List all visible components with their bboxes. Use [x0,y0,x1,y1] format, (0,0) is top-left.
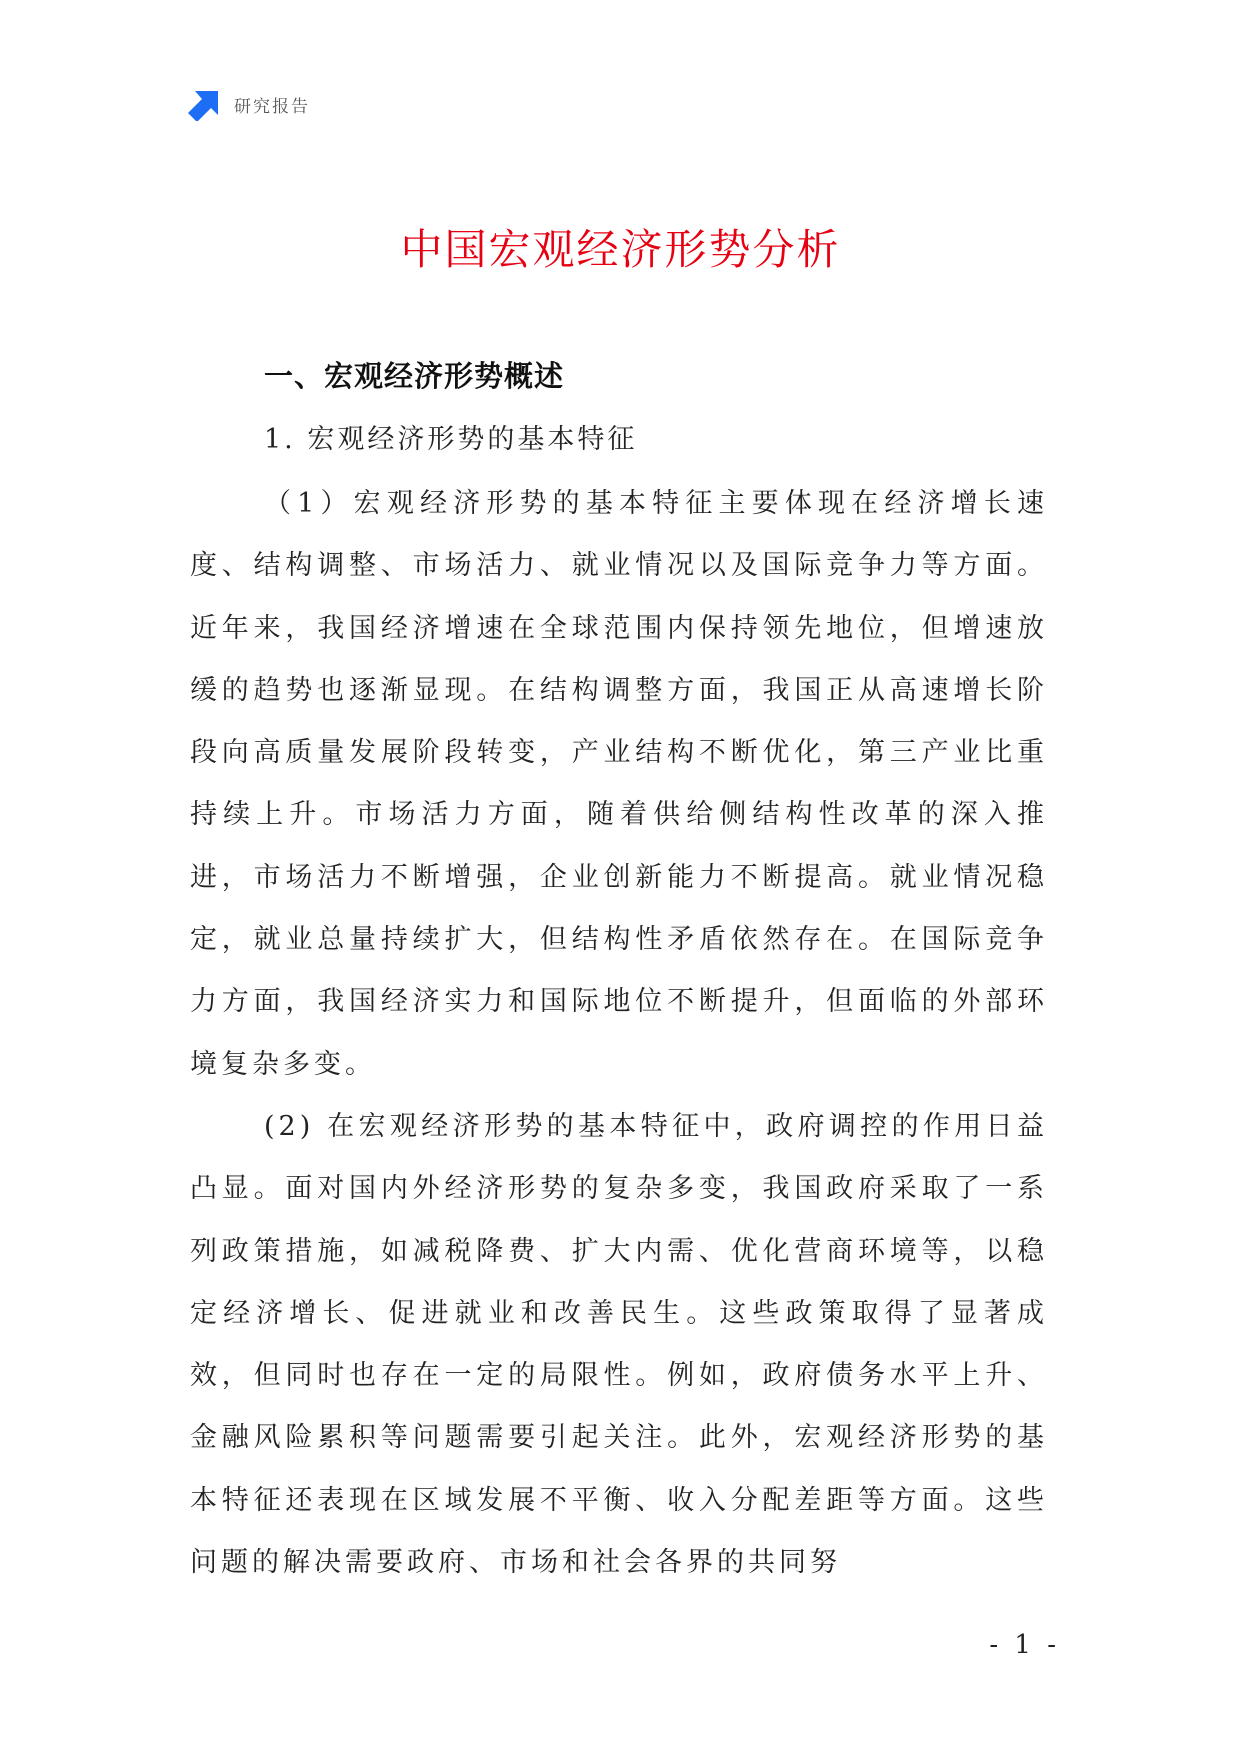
page-number: - 1 - [989,1630,1060,1660]
arrow-up-right-icon [188,87,222,121]
subsection-heading: 1. 宏观经济形势的基本特征 [264,424,638,455]
header-label: 研究报告 [234,96,310,117]
body-paragraph: （1）宏观经济形势的基本特征主要体现在经济增长速度、结构调整、市场活力、就业情况以及国际竞争力等方面。近年来，我国经济增速在全球范围内保持领先地位，但增速放缓的趋势也逐渐显现。在结构调整方面，我国正从高速增长阶段向高质量发展阶段转变，产业结构不断优化，第三产业比重持续上升。市场活力方面，随着供给侧结构性改革的深入推进，市场活力不断增强，企业创新能力不断提高。就业情况稳定，就业总量持续扩大，但结构性矛盾依然存在。在国际竞争力方面，我国经济实力和国际地位不断提升，但面临的外部环境复杂多变。 [190,488,1048,1080]
body-paragraph: (2) 在宏观经济形势的基本特征中，政府调控的作用日益凸显。面对国内外经济形势的复杂多变，我国政府采取了一系列政策措施，如减税降费、扩大内需、优化营商环境等，以稳定经济增长、促进就业和改善民生。这些政策取得了显著成效，但同时也存在一定的局限性。例如，政府债务水平上升、金融风险累积等问题需要引起关注。此外，宏观经济形势的基本特征还表现在区域发展不平衡、收入分配差距等方面。这些问题的解决需要政府、市场和社会各界的共同努 [190,1111,1048,1579]
report-header [188,86,310,122]
document-title: 中国宏观经济形势分析 [400,225,841,274]
section-heading: 一、宏观经济形势概述 [264,359,565,393]
